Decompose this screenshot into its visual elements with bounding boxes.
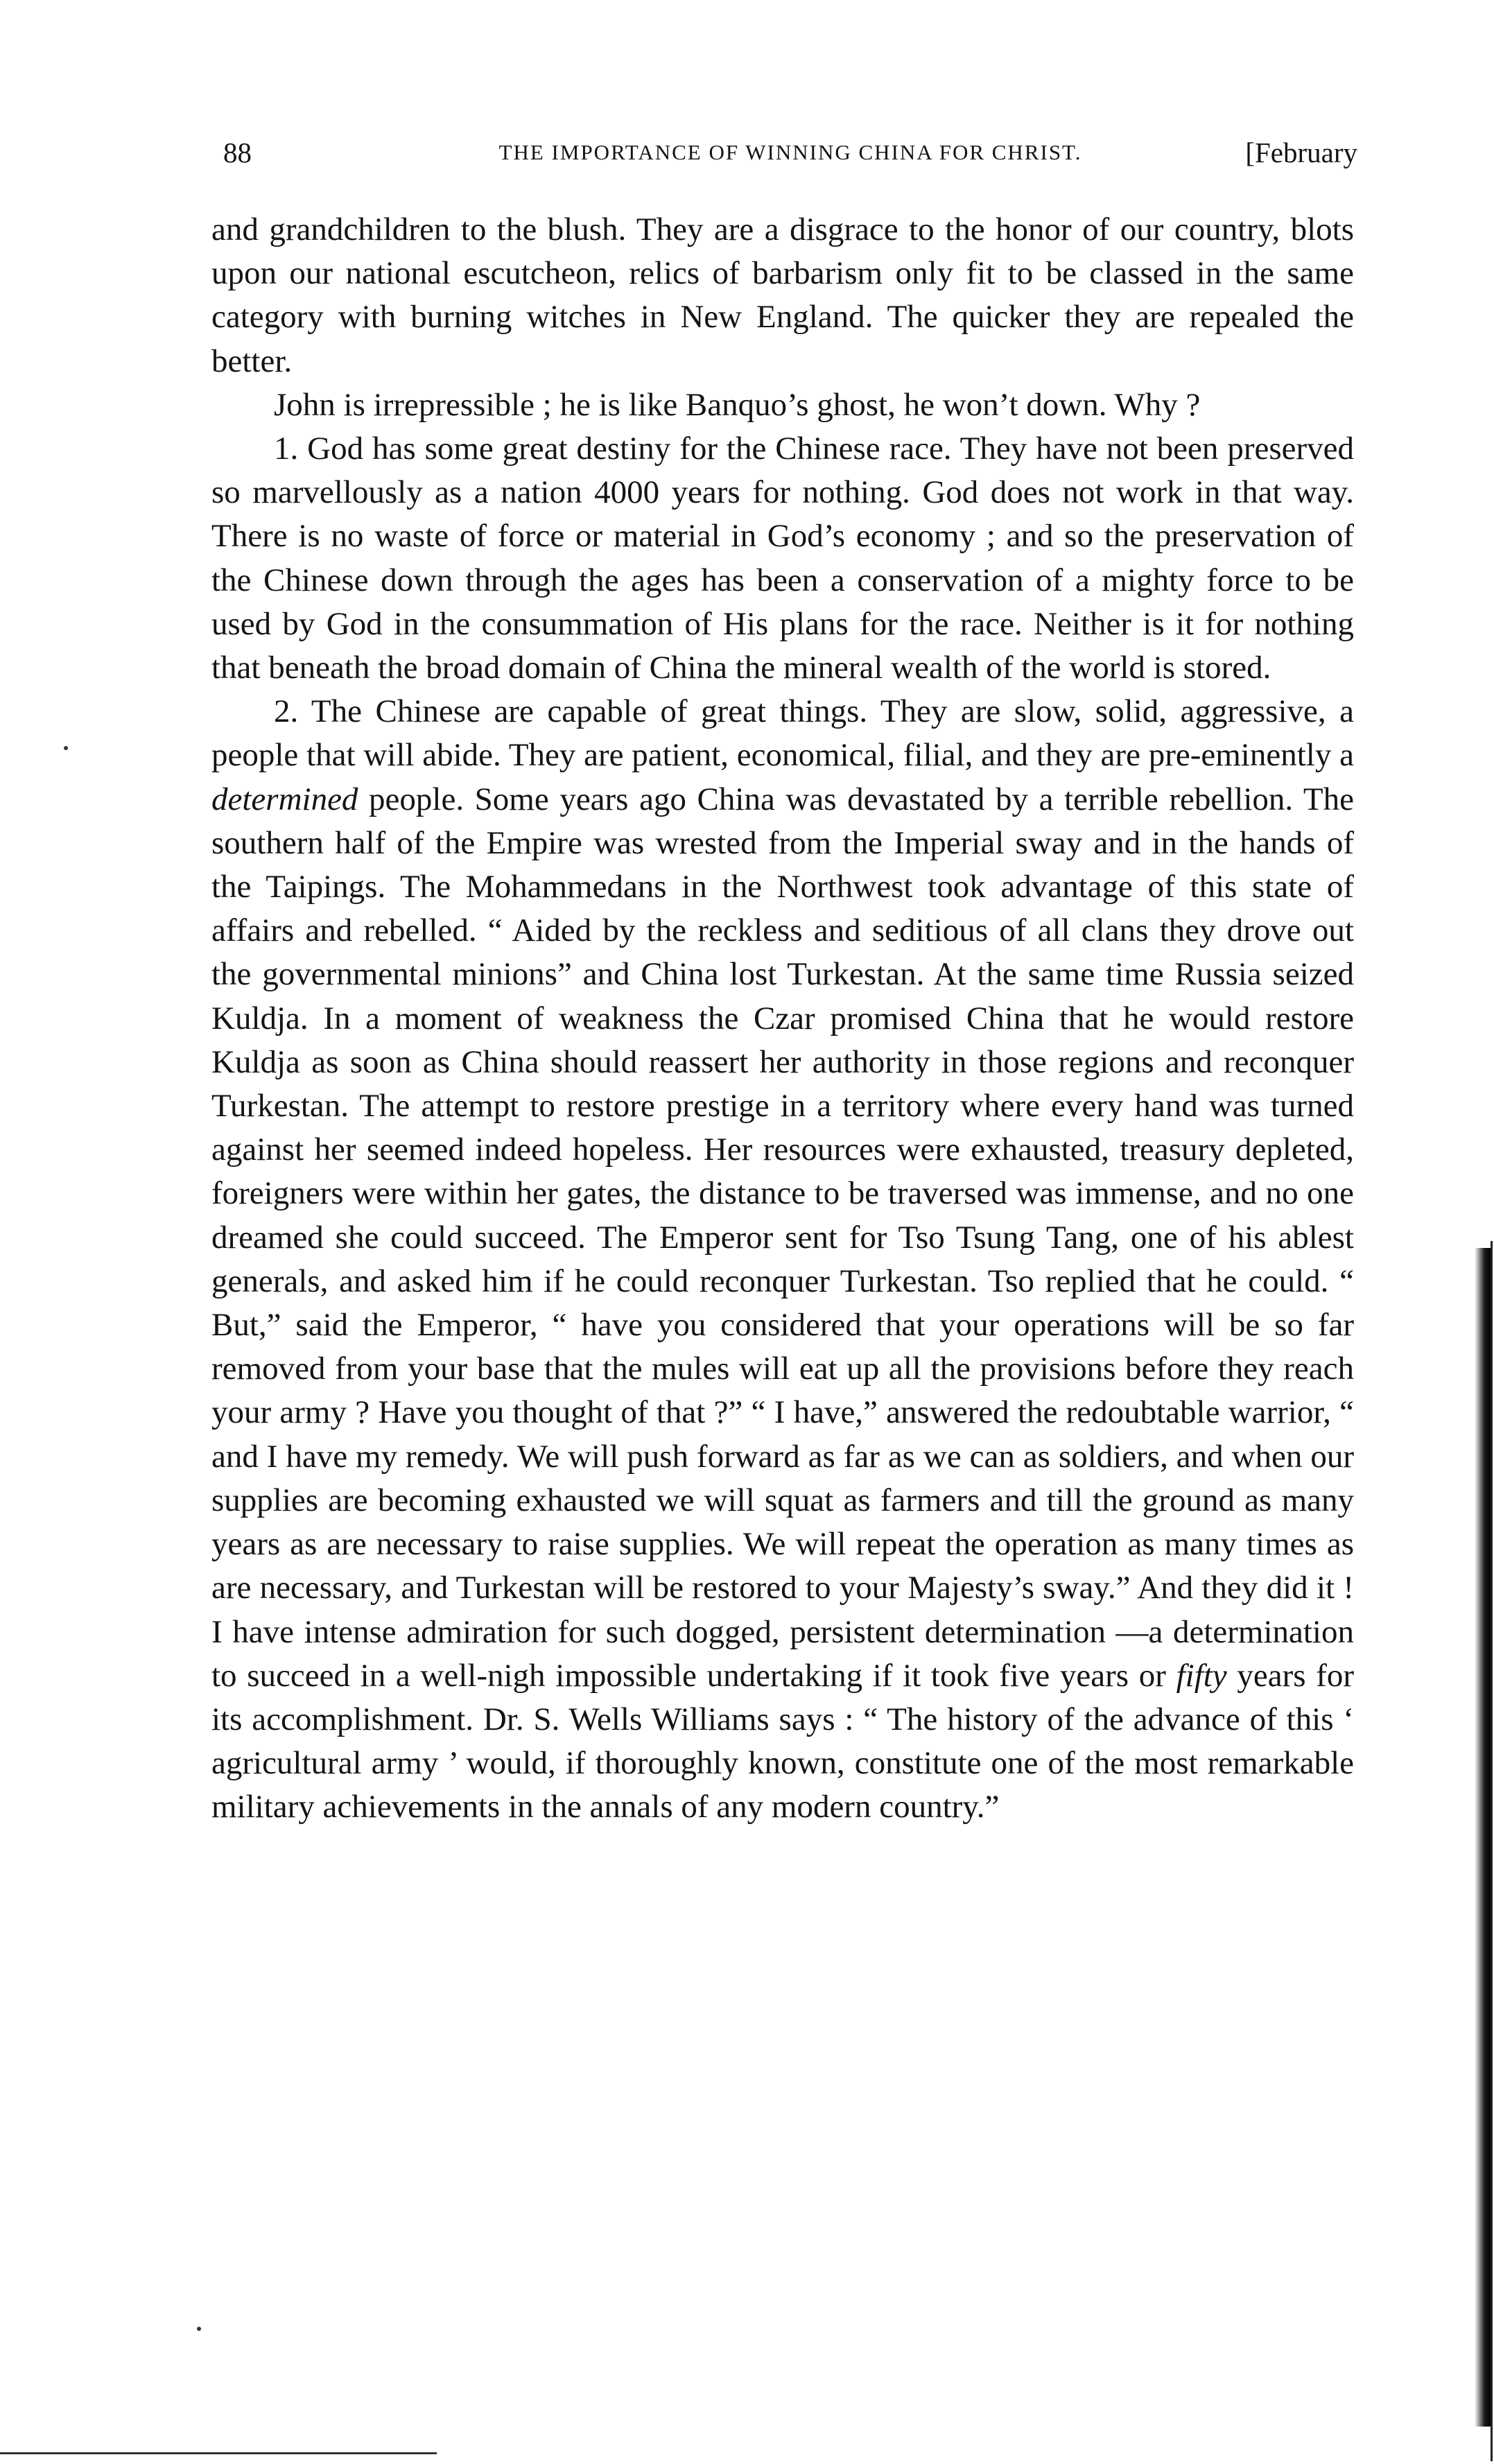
paragraph-4-part-c: years for its accomplishment. Dr. S. Wells Williams says : “ The history of the advance of this ‘ agricultural army ’ would, if thoroughly known, constitute one of the most remarkable military achievements in the annals of any modern country.” xyxy=(211,1657,1354,1825)
page-number: 88 xyxy=(223,137,252,168)
running-title: THE IMPORTANCE OF WINNING CHINA FOR CHRIST. xyxy=(498,140,1082,164)
bottom-edge-rule xyxy=(0,2452,437,2454)
paragraph-2: John is irrepressible ; he is like Banquo’s ghost, he won’t down. Why ? xyxy=(274,386,1201,423)
page-edge-shadow xyxy=(1475,1248,1491,2427)
page-edge-line xyxy=(1491,1241,1493,2461)
stray-dot-left xyxy=(64,746,68,750)
paragraph-1: and grandchildren to the blush. They are a disgrace to the honor of our country, blots upon our national escutcheon, relics of barbarism only fit to be classed in the same category with burning witches in New England. The quicker they are repealed the better. xyxy=(211,211,1354,379)
italic-fifty: fifty xyxy=(1176,1657,1227,1694)
italic-determined: determined xyxy=(211,781,358,817)
running-month: [February xyxy=(1245,137,1357,168)
paragraph-4-part-b: people. Some years ago China was devastated by a terrible rebellion. The southern half of the Empire was wrested from the Imperial sway and in the hands of the Taipings. The Mohammedans in the Northwest took advantage of this state of affairs and rebelled. “ Aided by the reckless and seditious of all clans they drove out the governmental minions” and China lost Turkestan. At the same time Russia seized Kuldja. In a moment of weakness the Czar promised China that he would restore Kuldja as soon as China should reassert her authority in those regions and reconquer Turkestan. The attempt to restore prestige in a territory where every hand was turned against her seemed indeed hopeless. Her resources were exhausted, treasury depleted, foreigners were within her gates, the distance to be traversed was immense, and no one dreamed she could succeed. The Emperor sent for Tso Tsung Tang, one of his ablest generals, and asked him if he could reconquer Turkestan. Tso replied that he could. “ But,” said the Emperor, “ have you considered that your operations will be so far removed from your base that the mules will eat up all the provisions before they reach your army ? Have you thought of that ?” “ I have,” answered the redoubtable warrior, “ and I have my remedy. We will push forward as far as we can as soldiers, and when our supplies are becoming exhausted we will squat as farmers and till the ground as many years as are necessary to raise supplies. We will repeat the operation as many times as are necessary, and Turkestan will be restored to your Majesty’s sway.” And they did it ! I have intense admiration for such dogged, persistent determination —a determination to succeed in a well-nigh impossible undertaking if it took five years or xyxy=(211,781,1354,1694)
paragraph-4 xyxy=(211,690,1354,1829)
paragraph-4-part-a: 2. The Chinese are capable of great things. They are slow, solid, aggressive, a people that will abide. They are patient, economical, filial, and they are pre-eminently a xyxy=(211,693,1354,774)
running-head xyxy=(223,132,1357,173)
body-text xyxy=(211,208,1354,1830)
stray-dot-bottom xyxy=(197,2327,201,2331)
paragraph-3: 1. God has some great destiny for the Chinese race. They have not been preserved so marvellously as a nation 4000 years for nothing. God does not work in that way. There is no waste of force or material in God’s economy ; and so the preservation of the Chinese down through the ages has been a conservation of a mighty force to be used by God in the consummation of His plans for the race. Neither is it for nothing that beneath the broad domain of China the mineral wealth of the world is stored. xyxy=(211,431,1354,686)
